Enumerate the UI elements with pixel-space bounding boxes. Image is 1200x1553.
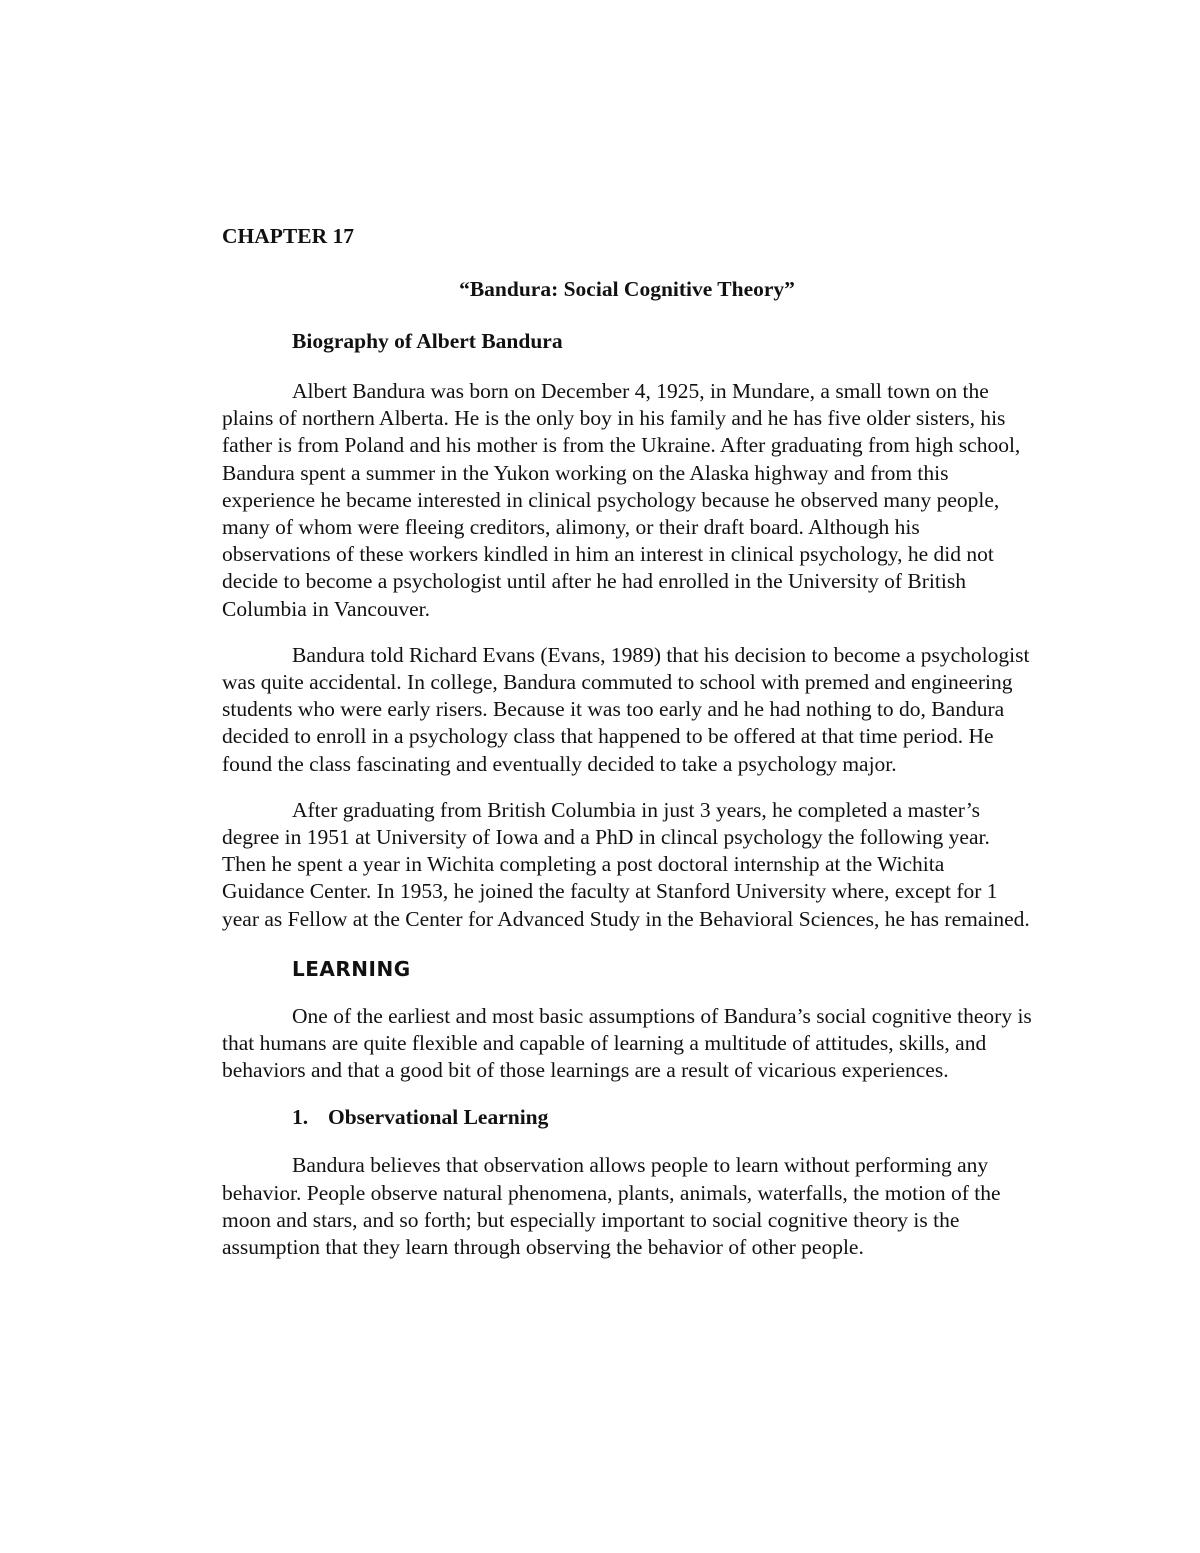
document-body (222, 222, 1032, 1280)
observational-learning-title: Observational Learning (328, 1105, 549, 1130)
biography-heading: Biography of Albert Bandura (292, 329, 563, 353)
chapter-label: CHAPTER 17 (222, 224, 354, 248)
list-number: 1. (292, 1105, 309, 1130)
chapter-title: “Bandura: Social Cognitive Theory” (459, 277, 795, 301)
learning-paragraph: One of the earliest and most basic assumptions of Bandura’s social cognitive theory is that humans are quite flexible and capable of learning a multitude of attitudes, skills, and behaviors and that a good bit of those learnings are a result of vicarious experiences. (222, 1003, 1032, 1083)
observational-learning-heading (292, 1103, 1032, 1131)
bio-paragraph-2: Bandura told Richard Evans (Evans, 1989) that his decision to become a psychologist was quite accidental. In college, Bandura commuted to school with premed and engineering students who were early risers. Because it was too early and he had nothing to do, Bandura decided to enroll in a psychology class that happened to be offered at that time period. He found the class fascinating and eventually decided to take a psychology major. (222, 642, 1030, 776)
learning-heading: LEARNING (292, 956, 411, 981)
bio-paragraph-3: After graduating from British Columbia in just 3 years, he completed a master’s degree in 1951 at University of Iowa and a PhD in clincal psychology the following year. Then he spent a year in Wichita completing a post doctoral internship at the Wichita Guidance Center. In 1953, he joined the faculty at Stanford University where, except for 1 year as Fellow at the Center for Advanced Study in the Behavioral Sciences, he has remained. (222, 797, 1030, 931)
observational-learning-paragraph: Bandura believes that observation allows people to learn without performing any behavior. People observe natural phenomena, plants, animals, waterfalls, the motion of the moon and stars, and so forth; but especially important to social cognitive theory is the assumption that they learn through observing the behavior of other people. (222, 1153, 1001, 1260)
bio-paragraph-1: Albert Bandura was born on December 4, 1925, in Mundare, a small town on the plains of northern Alberta. He is the only boy in his family and he has five older sisters, his father is from Poland and his mother is from the Ukraine. After graduating from high school, Bandura spent a summer in the Yukon working on the Alaska highway and from this experience he became interested in clinical psychology because he observed many people, many of whom were fleeing creditors, alimony, or their draft board. Although his observations of these workers kindled in him an interest in clinical psychology, he did not decide to become a psychologist until after he had enrolled in the University of British Columbia in Vancouver. (222, 379, 1021, 621)
